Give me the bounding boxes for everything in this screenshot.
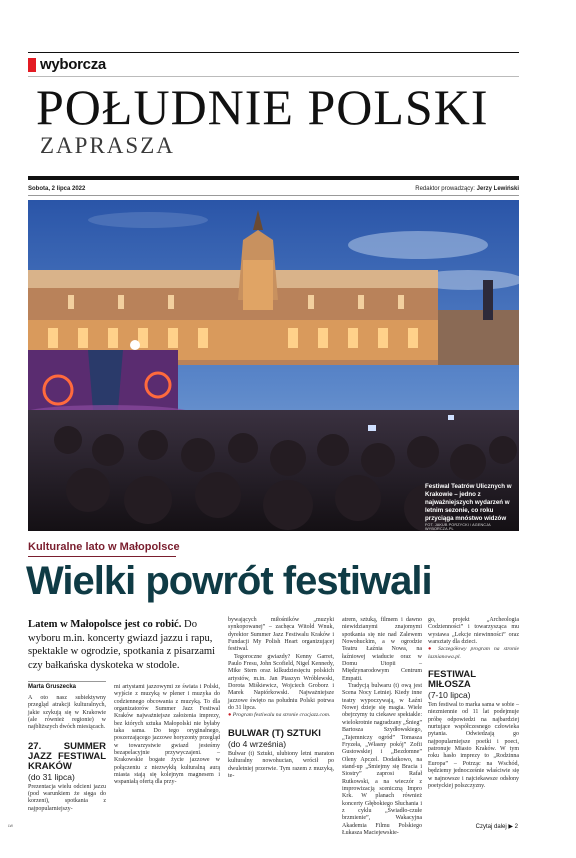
issue-date: Sobota, 2 lipca 2022 [28,186,86,192]
cloth-hall-night-illustration [28,200,519,531]
photo-caption: Festiwal Teatrów Ulicznych w Krakowie – jedno z najważniejszych wydarzeń w letnim sezonie, co roku przyciąga mnóstwo widzów [425,483,512,522]
program-note-text: Program festiwalu na stronie cracjazz.com. [232,712,331,719]
column-4 [342,617,422,837]
editor-name: Jerzy Lewiński [476,186,519,192]
brand [28,56,106,73]
editor-line [415,186,519,192]
photo-credit: FOT. JAKUB PORZYCKI / AGENCJA WYBORCZA.PL [425,523,491,531]
body-paragraph: Tradycją bulwaru (t) ową jest Scena Nocy Letniej. Kiedy inne teatry wypoczywają, w Łaźni Nowej dzieje się magia. Wiele obejrzymy tu ciekawe spektakle: wielokrotnie nagradzany „Śnieg” Bartosza Szydłowskiego, „Tajemniczy ogród” Tomasza Fryzeła, „Własny pokój” Zofii Gustowskiej i „Bezdomne” Oleny Apczel. Dodatkowo, na stand-up „Śmiejmy się Bracia i Siostry” zaprosi Rafał Rutkowski, a na wieczór z improwizacją sceniczną Impro Krk. W planach również koncerty Głębokiego Słuchania i z cyklu „Świadło-czułe brzmienie”, Wakacyjna Akademia Filmu Polskiego Łukasza Maciejewskie- [342,683,422,836]
lead-bold: Latem w Małopolsce jest co robić. [28,619,182,630]
continue-link[interactable] [476,823,518,830]
brand-logo-mark [28,58,36,72]
body-paragraph: A oto nasz subiektywny przegląd atrakcji kulturalnych, jakie szykują się w Krakowie (ale również regionie) w najbliższych dwóch miesiącach. [28,695,106,731]
body-paragraph: Bulwar (t) Sztuki, ulubiony letni maraton kulturalny nowohucian, wrócił po dwuletniej przerwie. Tym razem z muzyką, te- [228,750,334,779]
body-paragraph: Ten festiwal to marka sama w sobie – niezmiennie od 11 lat podejmuje próbę odpowiedzi na najbardziej nurtujące współczesnego człowieka pytania. Odwiedzają go najpopularniejsze poetki i poeci, patronuje Miasto Kraków. W tym roku hasło imprezy to „Rodzinna Europa” – Potrząc na Wschód, będziemy jednocześnie właściwie się w najnowsze i najciekawsze odsłony poetyckiej polszczyzny. [428,702,519,789]
subheading-milosz: FESTIWAL MIŁOSZA [428,669,477,691]
thick-rule [28,176,519,180]
subheading-summer-jazz: 27. SUMMER JAZZ FESTIWAL KRAKÓW [28,740,106,772]
column-5 [428,617,519,790]
column-1 [28,695,106,813]
kicker: Kulturalne lato w Małopolsce [28,541,180,553]
subheading-date: (do 31 lipca) [28,771,75,782]
festival-photo [28,200,519,531]
brand-name: wyborcza [40,56,106,73]
masthead-rule [28,76,519,77]
dateline-rule [28,195,519,196]
subheading-date: (do 4 września) [228,738,287,749]
body-paragraph: Tegoroczne gwiazdy? Kenny Garret, Paulo Fresu, John Scofield, Nigel Kennedy, Mike Stern oraz kilkudziesięciu polskich artystów, m.in. Jan Ptaszyn Wróblewski, Dorota Miśkiewicz, Wojciech Groborz i Marek Napiórkowski. Najważniejsze jazzowe święto na południu Polski potrwa do 31 lipca. [228,653,334,712]
body-paragraph: bywających miłośników „muzyki synkopowanej” – zachęca Witold Wnuk, dyrektor Summer Jazz Festiwalu Kraków i Fundacji My Polish Heart organizującej festiwal. [228,617,334,653]
program-note-text: Szczegółowy program na stronie laznianowa.pl. [428,646,519,660]
footer-code: LW [8,824,13,828]
program-note [228,712,334,719]
column-2 [114,684,220,787]
lead-text: Do wyboru m.in. koncerty gwiazd jazzu i rapu, spektakle w ogrodzie, spotkania z pisarzami czy bałkańska dyskoteka w stodole. [28,619,216,671]
body-paragraph: mi artystami jazzowymi ze świata i Polski, wyjście z muzyką w plener i muzyka do codziennego obcowania z muzyką. To dla organizatorów Summer Jazz Festiwal Kraków najważniejsze założenia imprezy, bez których sztuka Małopolski nie byłaby taka sama. Do tego oryginalnego, poszerzającego jazzowe horyzonty przegląd w towarzystwie gwiazd jesteśmy bezapelacyjnie przywyczajeni. – Krakowskie bogate życie jazzowe w połączeniu z niezwykłą kulturalną aurą miasta stają się kolejnym magnesem i wspaniałą ofertą dla przy- [114,684,220,786]
editor-label: Redaktor prowadzący: [415,186,475,192]
play-arrow-icon: ▶ [508,824,513,830]
continue-page: 2 [514,824,518,830]
author-rule [28,681,106,682]
body-paragraph: Prezentacja wielu odcieni jazzu (pod warunkiem że sięga do korzeni), spotkania z najpopularniejszy- [28,783,106,812]
body-paragraph: atrem, sztuką, filmem i dawno niewidzianymi znajomymi spotkania się nie nad Zalewem Nowohuckim, a w ogrodzie Teatru Łaźnia Nowa, na łaźniowej wiaducie oraz w Domu Utopii – Międzynarodowym Centrum Empatii. [342,617,422,682]
headline: Wielki powrót festiwali [26,559,432,603]
program-note [428,646,519,661]
subheading-bulwar: BULWAR (T) SZTUKI [228,727,321,739]
kicker-underline [28,556,176,557]
bullet-icon: ● [428,646,439,653]
top-rule [28,52,519,53]
section-title: POŁUDNIE POLSKI [36,79,489,135]
continue-label: Czytaj dalej [475,824,507,830]
body-paragraph: go, projekt „Archeologia Codzienności” i towarzysząca mu wystawa „Lekcje niewinności” oraz warsztaty dla dzieci. [428,617,519,646]
lead-paragraph [28,618,220,672]
bullet-icon: ● [228,712,233,719]
column-3 [228,617,334,780]
section-subtitle: ZAPRASZA [40,133,175,158]
author-byline: Marta Gruszecka [28,684,77,690]
subheading-date: (7-10 lipca) [428,690,471,701]
